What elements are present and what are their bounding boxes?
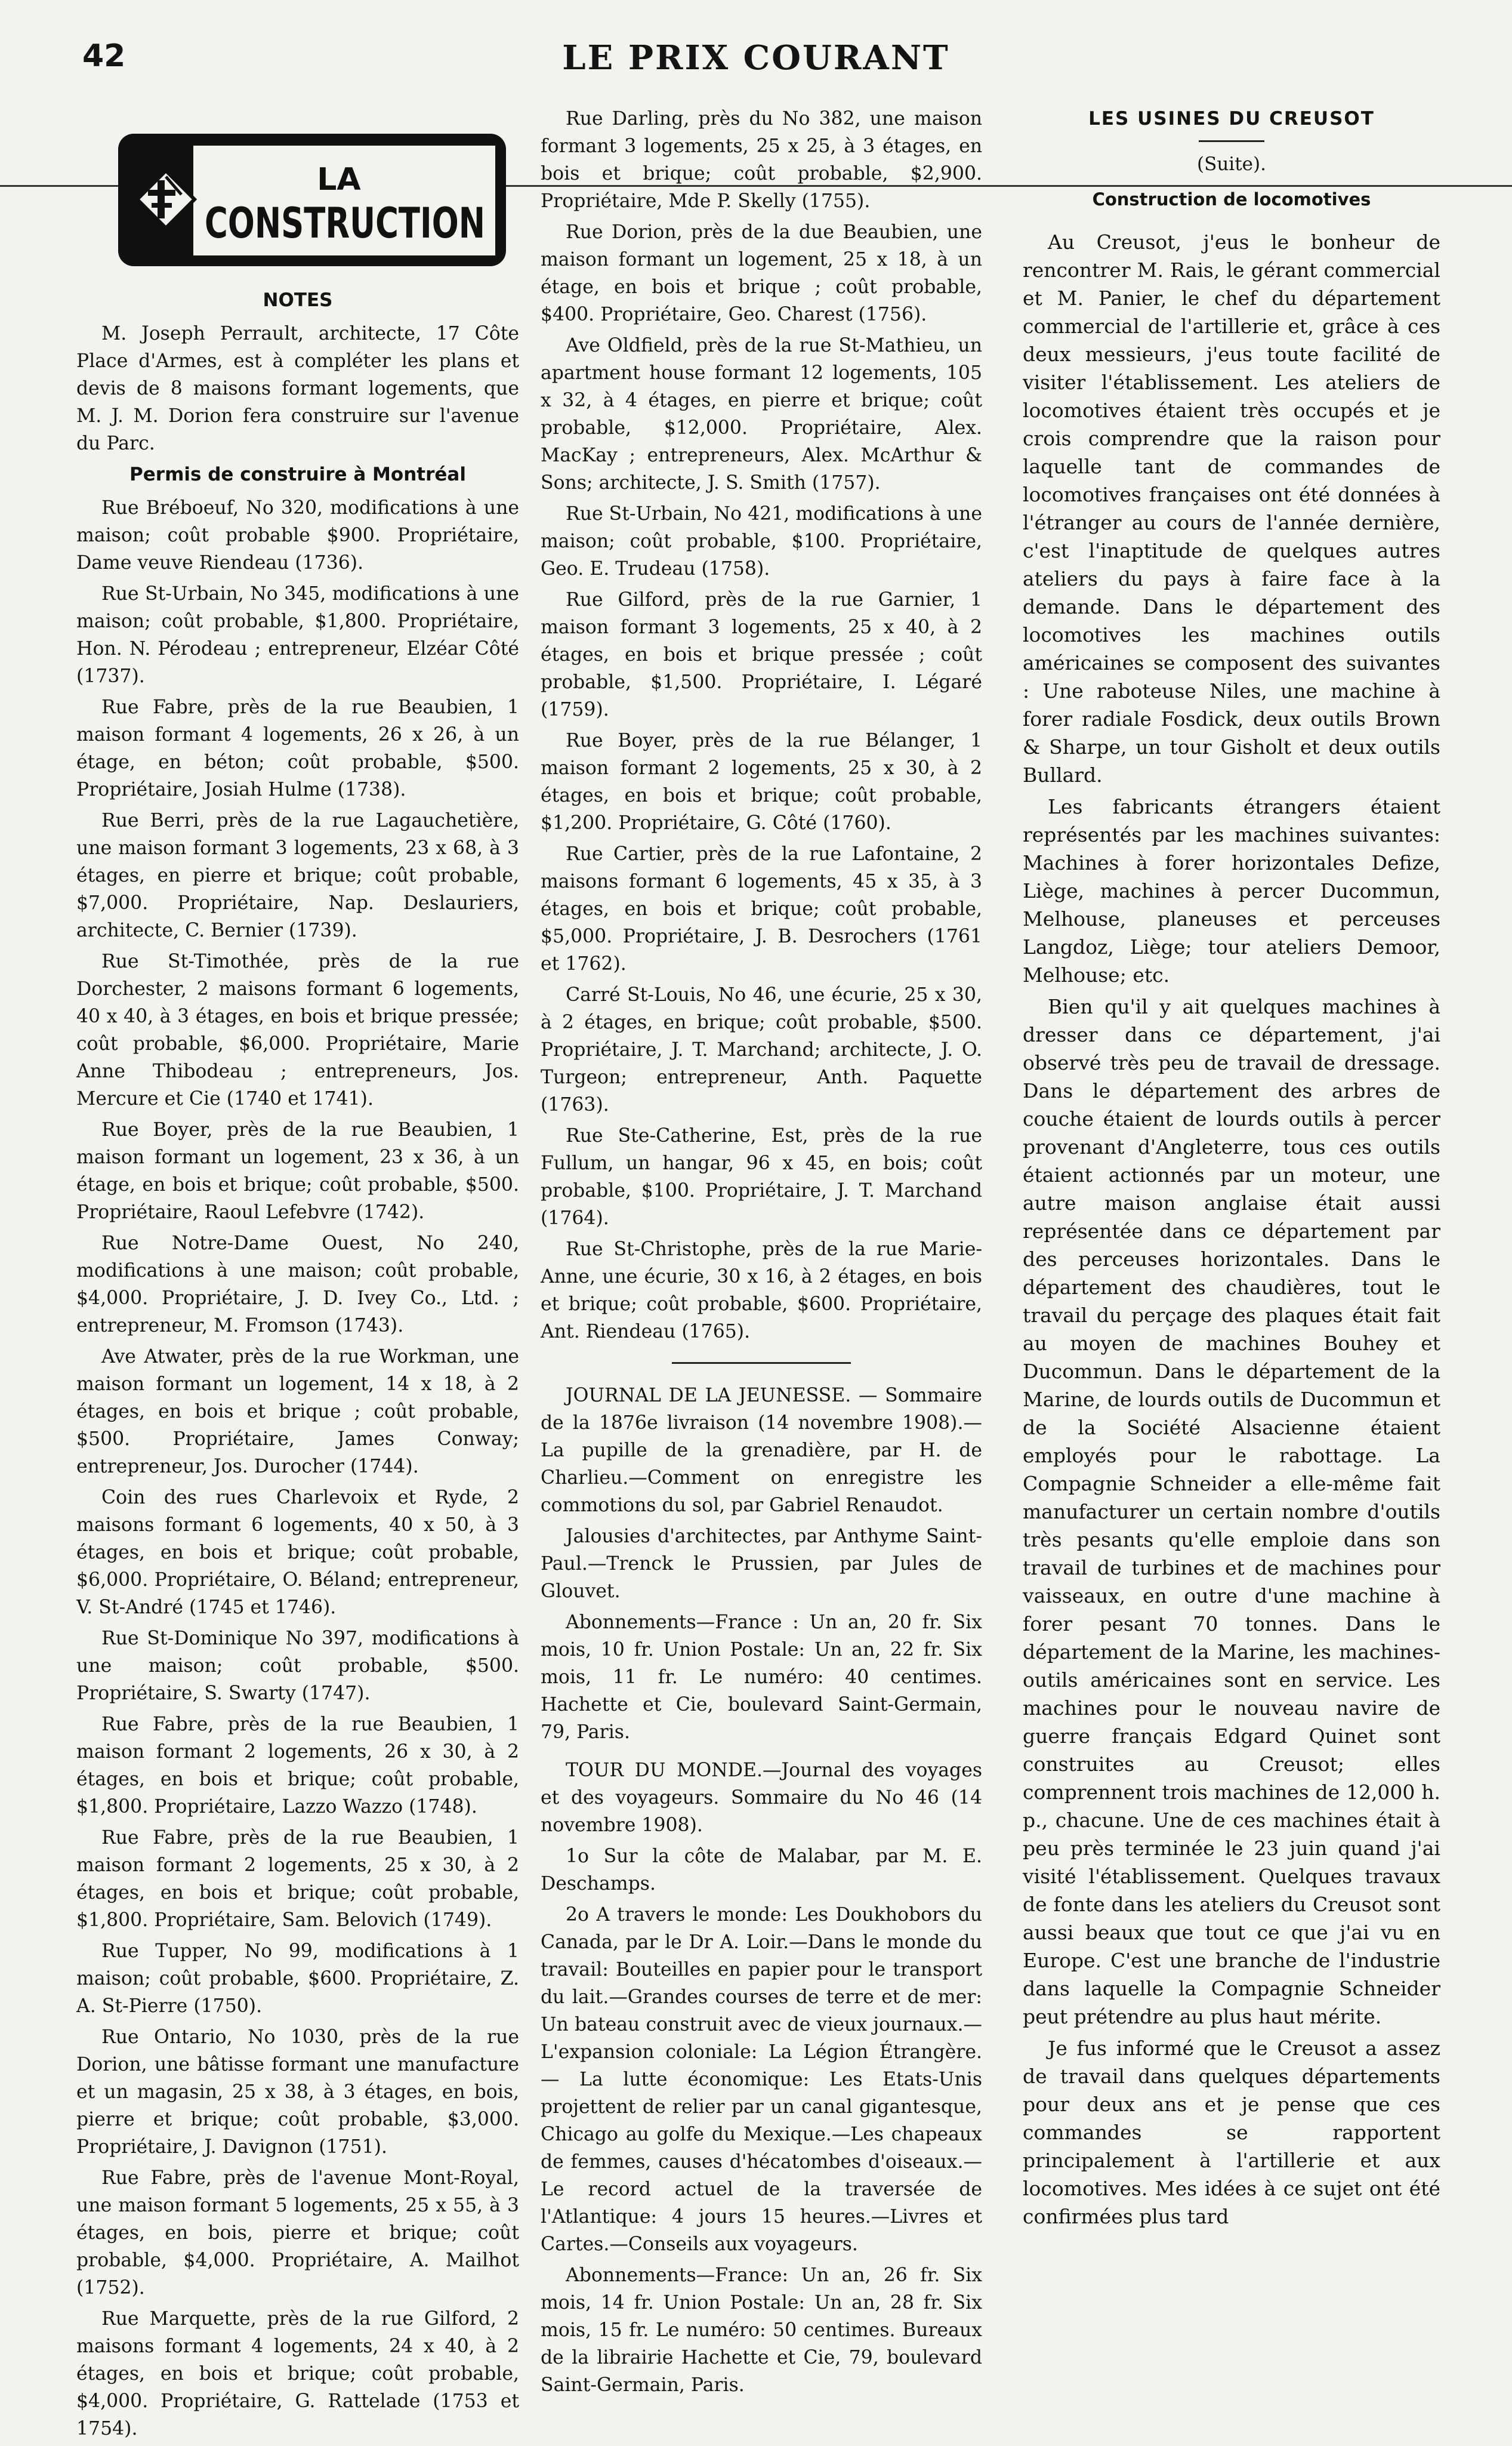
permit-item: Rue St-Urbain, No 421, modifications à une maison; coût probable, $100. Propriétaire, Geo. E. Trudeau (1758).	[541, 503, 982, 580]
article-subtitle: (Suite).	[1197, 153, 1266, 175]
article-title: LES USINES DU CREUSOT	[1088, 108, 1375, 130]
permits-heading: Permis de construire à Montréal	[129, 464, 466, 485]
journal-paragraph: Jalousies d'architectes, par Anthyme Saint-Paul.—Trenck le Prussien, par Jules de Glouvet.	[541, 1526, 982, 1602]
tour-paragraph: 1o Sur la côte de Malabar, par M. E. Deschamps.	[541, 1846, 982, 1894]
article-paragraph: Les fabricants étrangers étaient représentés par les machines suivantes: Machines à forer horizontales Defize, Liège, machines à percer Ducommun, Melhouse, planeuses et perceuses Langdoz, Liège; tour ateliers Demoor, Melhouse; etc.	[1023, 795, 1440, 987]
page-title: LE PRIX COURANT	[562, 38, 950, 78]
permit-item: Rue Boyer, près de la rue Bélanger, 1 maison formant 2 logements, 25 x 30, à 2 étages, en bois et brique; coût probable, $1,200. Propriétaire, G. Côté (1760).	[541, 730, 982, 834]
permit-item: Rue Fabre, près de la rue Beaubien, 1 maison formant 2 logements, 26 x 30, à 2 étages, en bois et brique; coût probable, $1,800. Propriétaire, Lazzo Wazzo (1748).	[76, 1714, 519, 1817]
permit-item: Rue Gilford, près de la rue Garnier, 1 maison formant 3 logements, 25 x 40, à 2 étages, en bois et brique pressée ; coût probable, $1,500. Propriétaire, I. Légaré (1759).	[541, 589, 982, 720]
tour-paragraph: TOUR DU MONDE.—Journal des voyages et des voyageurs. Sommaire du No 46 (14 novembre 1908).	[541, 1760, 982, 1836]
column-middle	[541, 105, 982, 2402]
notes-heading: NOTES	[263, 289, 333, 311]
article-paragraph: Au Creusot, j'eus le bonheur de rencontrer M. Rais, le gérant commercial et M. Panier, le chef du département commercial de l'artillerie et, grâce à ces deux messieurs, j'eus toute facilité de visiter l'établissement. Les ateliers de locomotives étaient très occupés et je crois comprendre que la raison pour laquelle tant de commandes de locomotives françaises ont été données à l'étranger au cours de l'année dernière, c'est l'inaptitude de quelques autres ateliers du pays à faire face à la demande. Dans le département des locomotives les machines outils américaines se composent des suivantes : Une raboteuse Niles, une machine à forer radiale Fosdick, deux outils Brown & Sharpe, un tour Gisholt et deux outils Bullard.	[1023, 230, 1440, 787]
logo-text-construction: CONSTRUCTION	[205, 199, 485, 248]
permit-item: Rue Bréboeuf, No 320, modifications à une maison; coût probable $900. Propriétaire, Dame veuve Riendeau (1736).	[76, 497, 519, 574]
permit-item: Rue Cartier, près de la rue Lafontaine, 2 maisons formant 6 logements, 45 x 35, à 3 étages, en bois et brique; coût probable, $5,000. Propriétaire, J. B. Desrochers (1761 et 1762).	[541, 843, 982, 975]
article-paragraph: Bien qu'il y ait quelques machines à dresser dans ce département, j'ai observé très peu de travail de dressage. Dans le département des arbres de couche étaient de lourds outils à percer provenant d'Angleterre, tous ces outils étaient actionnés par un moteur, une autre maison anglaise était aussi représentée dans ce département par des perceuses horizontales. Dans le département des chaudières, tout le travail du perçage des plaques était fait au moyen de machines Bouhey et Ducommun. Dans le département de la Marine, de lourds outils de Ducommun et de la Société Alsacienne étaient employés pour le rabottage. La Compagnie Schneider a elle-même fait manufacturer un certain nombre d'outils très pesants qu'elle emploie dans son travail de turbines et de machines pour vaisseaux, en outre d'une machine à forer pesant 70 tonnes. Dans le département de la Marine, les machines-outils américaines sont en service. Les machines pour le nouveau navire de guerre français Edgard Quinet sont construites au Creusot; elles comprennent trois machines de 12,000 h. p., chacune. Une de ces machines était à peu près terminée le 23 juin quand j'ai visité l'établissement. Quelques travaux de fonte dans les ateliers du Creusot sont aussi beaux que tout ce que j'ai vu en Europe. C'est une branche de l'industrie dans laquelle la Compagnie Schneider peut prétendre au plus haut mérite.	[1023, 995, 1440, 2028]
permit-item: Rue Ontario, No 1030, près de la rue Dorion, une bâtisse formant une manufacture et un magasin, 25 x 38, à 3 étages, en bois, pierre et brique; coût probable, $3,000. Propriétaire, J. Davignon (1751).	[76, 2026, 519, 2158]
notes-text: M. Joseph Perrault, architecte, 17 Côte Place d'Armes, est à compléter les plans et devis de 8 maisons formant logements, que M. J. M. Dorion fera construire sur l'avenue du Parc.	[76, 323, 519, 454]
permit-item: Rue Fabre, près de la rue Beaubien, 1 maison formant 2 logements, 25 x 30, à 2 étages, en bois et brique; coût probable, $1,800. Propriétaire, Sam. Belovich (1749).	[76, 1827, 519, 1931]
title-rule	[1199, 140, 1264, 142]
section-heading: Construction de locomotives	[1092, 189, 1371, 210]
permit-item: Rue Tupper, No 99, modifications à 1 maison; coût probable, $600. Propriétaire, Z. A. St-Pierre (1750).	[76, 1940, 519, 2017]
permit-item: Rue Notre-Dame Ouest, No 240, modifications à une maison; coût probable, $4,000. Propriétaire, J. D. Ivey Co., Ltd. ; entrepreneur, M. Fromson (1743).	[76, 1233, 519, 1336]
page-number: 42	[82, 38, 126, 74]
page-header	[0, 0, 1512, 84]
construction-logo	[76, 119, 518, 275]
tour-paragraph: Abonnements—France: Un an, 26 fr. Six mois, 14 fr. Union Postale: Un an, 28 fr. Six mois, 15 fr. Le numéro: 50 centimes. Bureaux de la librairie Hachette et Cie, 79, boulevard Saint-Germain, Paris.	[541, 2265, 982, 2396]
permit-item: Rue Marquette, près de la rue Gilford, 2 maisons formant 4 logements, 24 x 40, à 2 étages, en bois et brique; coût probable, $4,000. Propriétaire, G. Rattelade (1753 et 1754).	[76, 2308, 519, 2439]
article-paragraph: Je fus informé que le Creusot a assez de travail dans quelques départements pour deux ans et je pense que ces commandes se rapportent principalement à l'artillerie et aux locomotives. Mes idées à ce sujet ont été confirmées plus tard	[1023, 2037, 1440, 2228]
permit-item: Rue Fabre, près de la rue Beaubien, 1 maison formant 4 logements, 26 x 26, à un étage, en béton; coût probable, $500. Propriétaire, Josiah Hulme (1738).	[76, 697, 519, 800]
permit-item: Carré St-Louis, No 46, une écurie, 25 x 30, à 2 étages, en brique; coût probable, $500. Propriétaire, J. T. Marchand; architecte, J. O. Turgeon; entrepreneur, Anth. Paquette (1763).	[541, 984, 982, 1116]
journal-paragraph: Abonnements—France : Un an, 20 fr. Six mois, 10 fr. Union Postale: Un an, 22 fr. Six mois, 11 fr. Le numéro: 40 centimes. Hachette et Cie, boulevard Saint-Germain, 79, Paris.	[541, 1612, 982, 1743]
tour-paragraph: 2o A travers le monde: Les Doukhobors du Canada, par le Dr A. Loir.—Dans le monde du travail: Bouteilles en papier pour le transport du lait.—Grandes courses de terre et de mer: Un bateau construit avec de vieux journaux.—L'expansion coloniale: La Légion Étrangère. — La lutte économique: Les Etats-Unis projettent de relier par un canal gigantesque, Chicago au golfe du Mexique.—Les chapeaux de femmes, causes d'hécatombes d'oiseaux.—Le record actuel de la traversée de l'Atlantique: 4 jours 15 heures.—Livres et Cartes.—Conseils aux voyageurs.	[541, 1904, 982, 2255]
column-right	[1023, 105, 1440, 2234]
permit-item: Rue Boyer, près de la rue Beaubien, 1 maison formant un logement, 23 x 36, à un étage, en bois et brique; coût probable, $500. Propriétaire, Raoul Lefebvre (1742).	[76, 1119, 519, 1223]
logo-graphic	[76, 119, 518, 275]
permit-item: Rue St-Dominique No 397, modifications à une maison; coût probable, $500. Propriétaire, S. Swarty (1747).	[76, 1628, 519, 1704]
permit-item: Rue Berri, près de la rue Lagauchetière, une maison formant 3 logements, 23 x 68, à 3 étages, en pierre et brique; coût probable, $7,000. Propriétaire, Nap. Deslauriers, architecte, C. Bernier (1739).	[76, 810, 519, 941]
permit-item: Rue St-Timothée, près de la rue Dorchester, 2 maisons formant 6 logements, 40 x 40, à 3 étages, en bois et brique pressée; coût probable, $6,000. Propriétaire, Marie Anne Thibodeau ; entrepreneurs, Jos. Mercure et Cie (1740 et 1741).	[76, 951, 519, 1110]
permit-item: Rue Ste-Catherine, Est, près de la rue Fullum, un hangar, 96 x 45, en bois; coût probable, $100. Propriétaire, J. T. Marchand (1764).	[541, 1125, 982, 1229]
column-left	[76, 107, 519, 2446]
journal-paragraph: JOURNAL DE LA JEUNESSE. — Sommaire de la 1876e livraison (14 novembre 1908).—La pupille de la grenadière, par H. de Charlieu.—Comment on enregistre les commotions du sol, par Gabriel Renaudot.	[541, 1385, 982, 1516]
permit-item: Ave Oldfield, près de la rue St-Mathieu, un apartment house formant 12 logements, 105 x 32, à 4 étages, en pierre et brique; coût probable, $12,000. Propriétaire, Alex. MacKay ; entrepreneurs, Alex. McArthur & Sons; architecte, J. S. Smith (1757).	[541, 335, 982, 494]
permit-item: Ave Atwater, près de la rue Workman, une maison formant un logement, 14 x 18, à 2 étages, en bois et brique ; coût probable, $500. Propriétaire, James Conway; entrepreneur, Jos. Durocher (1744).	[76, 1346, 519, 1477]
permit-item: Rue St-Urbain, No 345, modifications à une maison; coût probable, $1,800. Propriétaire, Hon. N. Pérodeau ; entrepreneur, Elzéar Côté (1737).	[76, 583, 519, 687]
permit-item: Coin des rues Charlevoix et Ryde, 2 maisons formant 6 logements, 40 x 50, à 3 étages, en bois et brique; coût probable, $6,000. Propriétaire, O. Béland; entrepreneur, V. St-André (1745 et 1746).	[76, 1487, 519, 1618]
permit-item: Rue Darling, près du No 382, une maison formant 3 logements, 25 x 25, à 3 étages, en bois et brique; coût probable, $2,900. Propriétaire, Mde P. Skelly (1755).	[541, 108, 982, 212]
permit-item: Rue Dorion, près de la due Beaubien, une maison formant un logement, 25 x 18, à un étage, en bois et brique ; coût probable, $400. Propriétaire, Geo. Charest (1756).	[541, 221, 982, 325]
section-divider	[672, 1362, 851, 1364]
logo-text-la: LA	[317, 162, 361, 198]
permit-item: Rue St-Christophe, près de la rue Marie-Anne, une écurie, 30 x 16, à 2 étages, en bois et brique; coût probable, $600. Propriétaire, Ant. Riendeau (1765).	[541, 1239, 982, 1342]
permit-item: Rue Fabre, près de l'avenue Mont-Royal, une maison formant 5 logements, 25 x 55, à 3 étages, en bois, pierre et brique; coût probable, $4,000. Propriétaire, A. Mailhot (1752).	[76, 2167, 519, 2299]
